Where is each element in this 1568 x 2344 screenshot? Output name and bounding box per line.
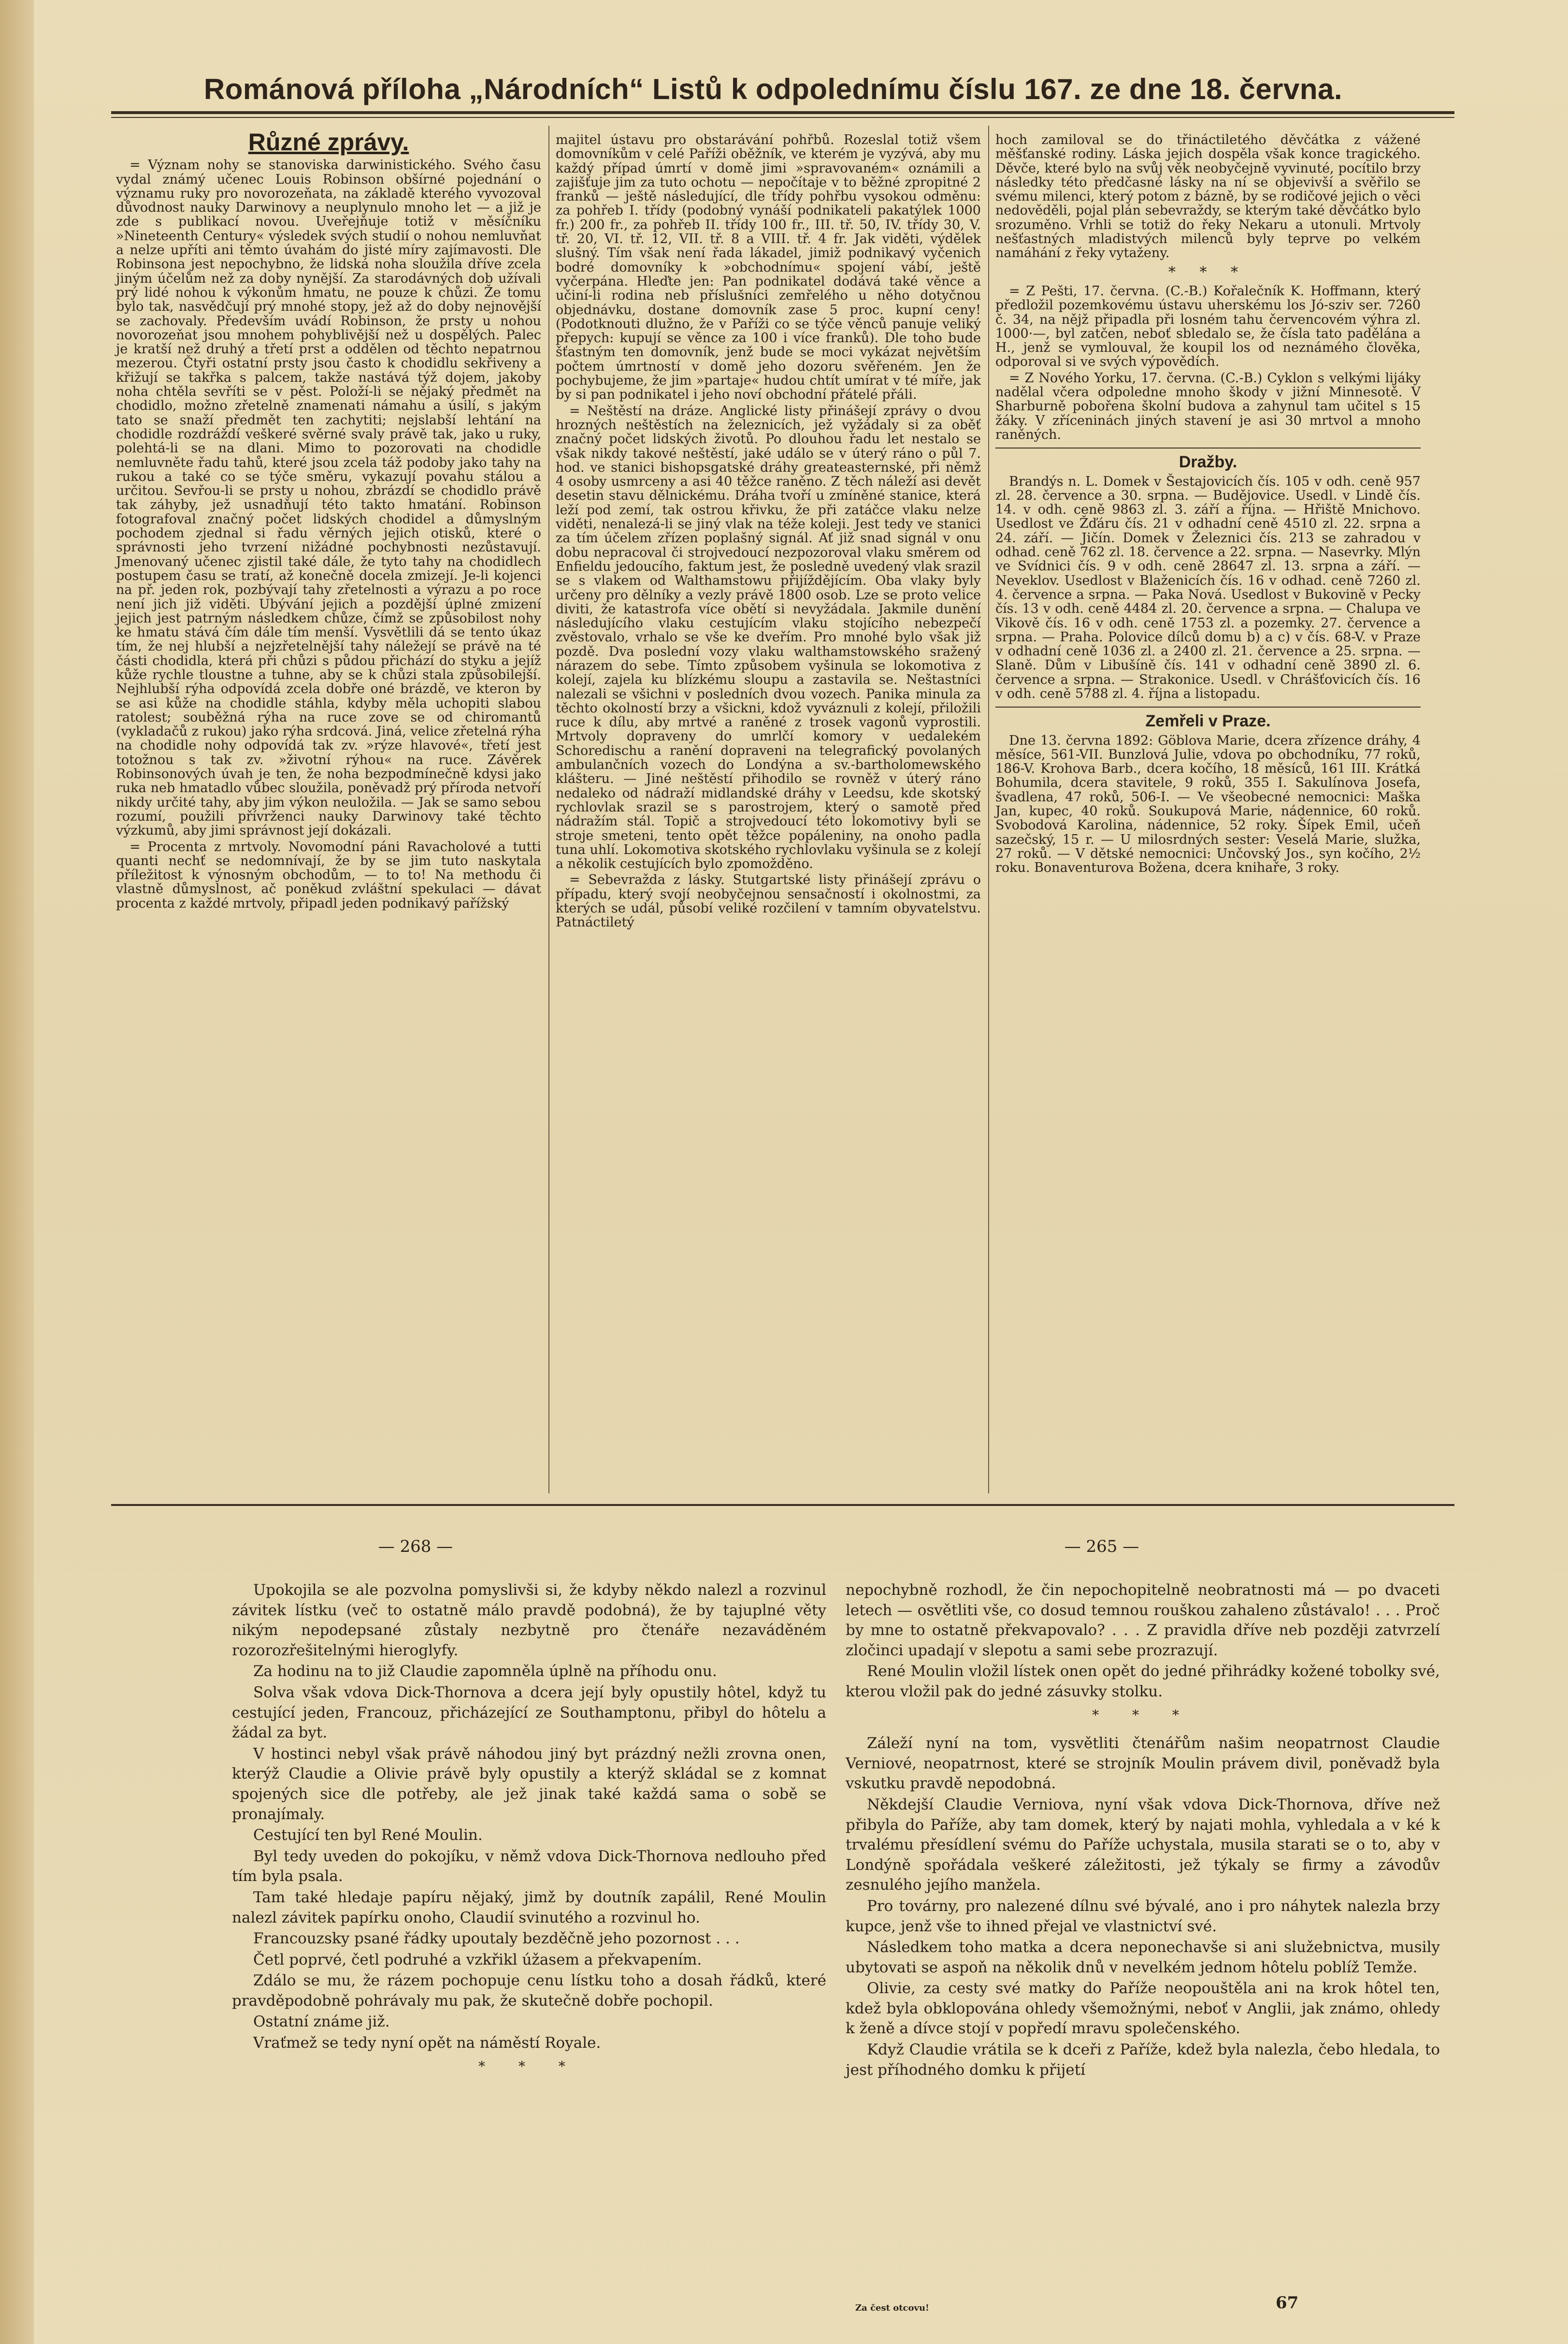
masthead: Románová příloha „Národních“ Listů k odpolednímu číslu 167. ze dne 18. června. [203, 73, 1343, 105]
column-3 [995, 133, 1421, 877]
novel-paragraph: V hostinci nebyl však právě náhodou jiný byt prázdný nežli zrovna onen, kterýž Claudie a Olivie právě byly opustily a kterýž skládal se z komnat spojených sice dle potřeby, ale jež jinak také každá sama o sobě se pronajímaly. [232, 1745, 826, 1823]
novel-paragraph: Zdálo se mu, že rázem pochopuje cenu lístku toho a dosah řádků, které pravděpodobně pohrávaly mu pak, že skutečně dobře pochopil. [232, 1972, 826, 2010]
novel-column-right [846, 1580, 1440, 2081]
article-paragraph: majitel ústavu pro obstarávání pohřbů. Rozeslal totiž všem domovníkům v celé Paříži oběžník, ve kterém je vyzývá, aby mu každý případ úmrtí v domě jimi »spravovaném« oznámili a zajišťuje jim za tuto ochotu — nepočítaje v to běžné zpropitné 2 franků — ještě následující, dle třídy pohřbu vysokou odměnu: za pohřeb I. třídy (podobný vynáší podnikateli pakatýlek 1000 fr.) 200 fr., za pohřeb II. třídy 100 fr., III. tř. 50, IV. třídy 30, V. tř. 20, VI. tř. 12, VII. tř. 8 a VIII. tř. 4 fr. Jak viděti, výdělek slušný. Tím však není řada lákadel, jimiž podnikavý vyčenich bodré domovníky k »obchodnímu« spojení vábí, ještě vyčerpána. Hleďte jen: Pan podnikatel dodává také věnce a učiní-li rodina neb příslušníci zemřelého u něho dotyčnou objednávku, dostane domovník zase 5 proc. kupní ceny! (Podotknouti dlužno, že v Paříži co se týče věnců panuje veliký přepych: kupují se věnce za 100 i více franků). Dle toho bude šťastným ten domovník, jenž bude se moci vykázat největším počtem úmrtností v domě jeho dozoru svěřeném. Jen že pochybujeme, že jim »partaje« hudou chtít umírat v té míře, jak by si pan podnikatel i jeho noví obchodní přátelé přáli. [556, 132, 981, 403]
obituary-listing: Dne 13. června 1892: Göblova Marie, dcera zřízence dráhy, 4 měsíce, 561-VII. Bunzlová Julie, vdova po obchodníku, 77 roků, 186-V. Krohova Barb., dcera kočího, 18 měsíců, 161 III. Krátká Bohumila, dcera stavitele, 9 roků, 355 I. Sakulínova Josefa, švadlena, 47 roků, 506-I. — Ve všeobecné nemocnici: Maška Jan, kupec, 40 roků. Soukupová Marie, nádennice, 60 roků. Svobodová Karolina, nádennice, 52 roky. Šípek Emil, učeň sazečský, 15 r. — U milosrdných sester: Veselá Marie, služka, 27 roků. — V dětské nemocnici: Unčovský Jos., syn kočího, 2½ roku. Bonaventurova Božena, dcera knihaře, 3 roky. [995, 733, 1421, 876]
column-1 [116, 130, 541, 912]
masthead-rule-thin [111, 117, 1454, 118]
novel-paragraph: Solva však vdova Dick-Thornova a dcera její byly opustily hôtel, když tu cestující jeden, Francouz, přicházející ze Southamptonu, přibyl do hôtelu a žádal za byt. [232, 1683, 826, 1742]
novel-paragraph: Když Claudie vrátila se k dceři z Paříže, kdež byla nalezla, čebo hledala, to jest příhodného domku k přijetí [846, 2041, 1440, 2079]
page-number-right: — 265 — [1064, 1537, 1139, 1556]
page-binding-edge [0, 0, 34, 2344]
novel-paragraph: Olivie, za cesty své matky do Paříže neopouštěla ani na krok hôtel ten, kdež byla obklopována ohledy všemožnými, neboť v Anglii, jak známo, ohledy k ženě a dívce stojí v popředí mravu společenského. [846, 1980, 1440, 2038]
article-paragraph: = Z Nového Yorku, 17. června. (C.-B.) Cyklon s velkými lijáky nadělal včera odpoledne mnoho škody v jižní Minnesotě. V Sharburně pobořena školní budova a zahynul tam učitel s 15 žáky. V zříceninách jiných stavení je asi 30 mrtvol a mnoho raněných. [995, 370, 1421, 442]
novel-paragraph: Pro továrny, pro nalezené dílnu své bývalé, ano i pro náhytek nalezla brzy kupce, jenž vše to ihned přejal ve vlastnictví své. [846, 1897, 1440, 1935]
section-heading-zemreli: Zemřeli v Praze. [1145, 712, 1271, 731]
novel-paragraph: Za hodinu na to již Claudie zapomněla úplně na příhodu onu. [253, 1663, 717, 1680]
novel-paragraph: nepochybně rozhodl, že čin nepochopitelně neobratnosti má — po dvaceti letech — osvětliti vše, co dosud temnou rouškou zahaleno zůstávalo! . . . Proč by mne to ostatně překvapovalo? . . . Z pravidla dříve neb později zatvrzelí zločinci upadají v slepotu a sami sebe prozrazují. [846, 1581, 1440, 1659]
lower-rule [111, 1504, 1454, 1506]
column-divider [548, 126, 549, 1493]
column-2 [556, 133, 981, 932]
novel-paragraph: Francouzsky psané řádky upoutaly bezděčně jeho pozornost . . . [253, 1930, 740, 1948]
section-heading-ruzne-zpravy: Různé zprávy. [248, 129, 409, 156]
novel-paragraph: René Moulin vložil lístek onen opět do jedné přihrádky kožené tobolky své, kterou vložil pak do jedné zásuvky stolku. [846, 1663, 1440, 1700]
novel-paragraph: Ostatní známe již. [253, 2013, 390, 2031]
novel-paragraph: Cestující ten byl René Moulin. [253, 1826, 483, 1844]
novel-paragraph: Tam také hledaje papíru nějaký, jimž by doutník zapálil, René Moulin nalezl závitek papírku onoho, Claudií svinutého a rozvinul ho. [232, 1888, 826, 1926]
article-paragraph: = Z Pešti, 17. června. (C.-B.) Kořalečník K. Hoffmann, který předložil pozemkovému ústavu uherskému los Jó-sziv ser. 7260 č. 34, na nějž připadla při losném tahu červencovém výhra zl. 1000·—, byl zatčen, neboť sbledalo se, že čísla tato padělána a H., jenž se vymlouval, že koupil los od neznámého člověka, odporoval si ve svých výpovědích. [995, 283, 1421, 370]
novel-paragraph: Byl tedy uveden do pokojíku, v němž vdova Dick-Thornova nedlouho před tím byla psala. [232, 1847, 826, 1885]
novel-paragraph: Upokojila se ale pozvolna pomyslivši si, že kdyby někdo nalezl a rozvinul závitek lístku (več to ostatně málo pravdě podobná), že by tajuplné věty nikým nepodepsané zůstaly nezbytně pro čtenáře nezaváděném rozorozřešitelnými hieroglyfy. [232, 1581, 826, 1659]
asterism: * * * [478, 2058, 580, 2074]
novel-paragraph: Četl poprvé, četl podruhé a vzkřikl úžasem a překvapením. [253, 1951, 702, 1968]
novel-paragraph: Záleží nyní na tom, vysvětliti čtenářům našim neopatrnost Claudie Verniové, neopatrnost, které se strojník Moulin právem divil, poněvadž byla vskutku pravdě nepodobná. [846, 1735, 1440, 1793]
novel-paragraph: Následkem toho matka a dcera neponechavše si ani služebnictva, musily ubytovati se aspoň na několik dnů v nevelkém jednom hôtelu poblíž Temže. [846, 1939, 1440, 1976]
masthead-rule [111, 111, 1454, 114]
novel-paragraph: Někdejší Claudie Verniova, nyní však vdova Dick-Thornova, dříve než přibyla do Paříže, aby tam domek, který by najati mohla, vyhledala a v ké k trvalému přesídlení svému do Paříže uchystala, musila starati se o to, aby v Londýně spořádala veškeré záležitosti, jež týkaly se firmy a závodův zesnulého jejího manžela. [846, 1795, 1440, 1894]
sheet-number: 67 [1276, 2293, 1299, 2313]
novel-paragraph: Vraťmež se tedy nyní opět na náměstí Royale. [253, 2034, 601, 2052]
section-heading-drazby: Dražby. [1179, 453, 1237, 472]
article-paragraph: = Sebevražda z lásky. Stutgartské listy přinášejí zprávu o případu, který svojí neobyčejnou sensačností i okolnostmi, za kterých se udál, působí veliké rozčilení v tamním obyvatelstvu. Patnáctiletý [556, 872, 981, 930]
signature-line: Za čest otcovu! [855, 2303, 929, 2313]
novel-column-left [232, 1580, 826, 2085]
auction-listing: Brandýs n. L. Domek v Šestajovicích čís. 105 v odh. ceně 957 zl. 28. července a 30. srpna. — Budějovice. Usedl. v Lindě čís. 14. v odh. ceně 9863 zl. 3. září a října. — Hřiště Mnichovo. Usedlost ve Žďáru čís. 21 v odhadní ceně 4510 zl. 22. srpna a 24. září. — Jičín. Domek v Železnici čís. 213 se zahradou v odhad. ceně 762 zl. 18. července a 22. srpna. — Nasevrky. Mlýn ve Svídnici čís. 9 v odh. ceně 28647 zl. 13. srpna a září. — Neveklov. Usedlost v Blaženicích čís. 16 v odhad. ceně 7260 zl. 4. července a srpna. — Paka Nová. Usedlost v Bukovině v Pecky čís. 13 v odh. ceně 4484 zl. 20. července a srpna. — Chalupa ve Vikově čís. 16 v odh. ceně 1753 zl. a pozemky. 27. července a srpna. — Praha. Polovice dílců domu b) a c) v čís. 68-V. v Praze v odhadní ceně 1036 zl. a 2400 zl. 21. července a 25. srpna. — Slaně. Dům v Libušíně čís. 141 v odhadní ceně 3890 zl. 6. července a srpna. — Strakonice. Usedl. v Chrášťovicích čís. 16 v odh. ceně 5788 zl. 4. října a listopadu. [995, 474, 1421, 701]
article-paragraph: = Procenta z mrtvoly. Novomodní páni Ravacholové a tutti quanti nechť se nedomnívají, že by se jim tuto naskytala příležitost k výnosným obchodům, — to to! Na methodu či vlastně důmyslnost, ač poněkud zvláštní spekulaci — dávat procenta z každé mrtvoly, připadl jeden podnikavý pařížský [116, 839, 541, 911]
article-paragraph: hoch zamiloval se do třináctiletého děvčátka z vážené měšťanské rodiny. Láska jejich dospěla však konce tragického. Děvče, které bylo na svůj věk neobyčejně vyvinuté, pocítilo brzy následky této předčasné lásky na ní se objevivší a svěřilo se svému milenci, který potom z bázně, by se rodičové jejich o věci nedověděli, pojal plán sebevraždy, se kterým také děvčátko bylo srozuměno. Vrhli se totiž do řeky Nekaru a utonuli. Mrtvoly nešťastných mladistvých milenců byly teprve po velkém namáhání z řeky vytaženy. [995, 132, 1421, 261]
page-number-left: — 268 — [378, 1537, 453, 1556]
article-paragraph: = Neštěstí na dráze. Anglické listy přinášejí zprávy o dvou hrozných neštěstích na železnicích, jež vyžádaly si za oběť značný počet lidských životů. Po dlouhou řadu let nestalo se však nikdy takové neštěstí, jaké událo se v úterý ráno o půl 7. hod. ve stanici bishopsgatské dráhy greateasternské, při němž 4 osoby usmrceny a asi 40 těžce raněno. Z těch náleží asi devět desetin stavu dělnickému. Dráha tvoří u zmíněné stanice, která leží pod zemí, tak ostrou křivku, že při zatáčce vlaku nelze viděti, nenalezá-li se jiný vlak na téže koleji. Jest tedy ve stanici za tím účelem zřízen poplašný signál. Ať již snad signál v onu dobu nepracoval či strojvedoucí nezpozoroval vlaku směrem od Enfieldu jedoucího, faktum jest, že posledně uvedený vlak srazil se s vlakem od Walthamstowu přijíždějícím. Oba vlaky byly určeny pro dělníky a vezly právě 1800 osob. Lze se proto velice diviti, že katastrofa více obětí si nevyžádala. Jakmile dunění následujícího vlaku cestujícím vlaku stojícího nebezpečí zvěstovalo, vrhalo se vše ke dveřím. Pro mnohé bylo však již pozdě. Dva poslední vozy vlaku walthamstowského sražený nárazem do sebe. Tímto způsobem vyšinula se lokomotiva z kolejí, zajela ku blízkému sloupu a zastavila se. Neštastníci nalezali se všichni v posledních dvou vozech. Panika minula za těchto okolností brzy a všickni, kdož vyváznuli z kolejí, přiložili ruce k dílu, aby mrtvé a raněné z trosek vagonů vyprostili. Mrtvoly dopraveny do umrlčí komory v uedalekém Schoredischu a ranění dopraveni na telegrafický povolaných ambulančních vozech do Londýna a sv.-bartholomewského klášteru. — Jiné neštěstí přihodilo se rovněž v úterý ráno nedaleko od nádraží midlandské dráhy v Leedsu, kde skotský rychlovlak srazil se s parostrojem, který o samotě před nádražím stál. Topič a strojvedoucí této lokomotivy byli se stroje smeteni, tento opět těžce popáleniny, na onoho padla tuna uhlí. Lokomotiva skotského rychlovlaku vyšinula se z kolejí a několik cestujících bylo zpomožděno. [556, 403, 981, 872]
asterism: * * * [1168, 263, 1248, 281]
article-paragraph: = Význam nohy se stanoviska darwinistického. Svého času vydal známý učenec Louis Robinson obšírné pojednání o významu ruky pro novorozeňata, na základě kterého vyvozoval důvodnost nauky Darwinovy a neuplynulo mnoho let — a již je zde s publikací novou. Uveřejňuje totiž v měsíčníku »Nineteenth Century« výsledek svých studií o nohou nemluvňat a nelze upříti ani těmto úvahám do jisté míry zajímavosti. Dle Robinsona jest nepochybno, že lidská noha sloužila dříve zcela jiným účelům než za doby nynější. Za starodávných dob užívali prý lidé nohou k výkonům hmatu, ne pouze k chůzi. Že tomu bylo tak, nasvědčují prý mnohé stopy, jež až do doby nejnovější se zachovaly. Především uvádí Robinson, že prsty u nohou novorozeňat jsou mnohem pohyblivější než u dospělých. Palec je kratší než druhý a třetí prst a oddělen od těchto nepatrnou mezerou. Čtyři ostatní prsty jsou často k chodidlu sekřiveny a křižují se takřka s palcem, takže nastává týž dojem, jakoby noha chtěla sevříti se v pěst. Položí-li se nějaký předmět na chodidlo, možno zřetelně znamenati námahu a úsilí, s jakým tato se snaží předmět ten zachytiti; nejslabší lehtání na chodidle rozdráždí veškeré svěrné svaly právě tak, jako u ruky, polehtá-li se na dlani. Mimo to pozorovati na chodidle nemluvněte řadu tahů, které jsou zcela táž podoby jako tahy na rukou a také co se týče směru, vykazují povahu stálou a určitou. Sevřou-li se prsty u nohou, zbrázdí se chodidlo právě tak záhyby, jež usnadňují této takto hmatání. Robinson fotografoval značný počet lidských chodidel a důmyslným pochodem zjednal si řadu věrných jejich otisků, které o správnosti jeho tvrzení nižádné pochybnosti nezůstavují. Jmenovaný učenec zjistil také dále, že tyto tahy na chodidlech postupem času se tratí, až konečně docela zmizejí. Je-li kojenci na př. jeden rok, pozbývají tahy zřetelnosti a výrazu a po roce není jich již viděti. Ubývání jejich a pozdější úplné zmizení jejich jest patrným následkem chůze, čímž se způsobilost nohy ke hmatu stává čím dále tím menší. Vysvětlili dá se tento úkaz tím, že nej hlubší a nejzřetelnější tahy náležejí se právě na té části chodidla, která při chůzi s půdou přichází do styku a jejíž kůže rychle tloustne a tuhne, aby se k chůzi stala způsobilejší. Nejhlubší rýha odpovídá zcela dobře oné brázdě, ve kteron by se asi kůže na chodidle stáhla, kdyby měla uchopiti slabou ratolest; souběžná rýha na ruce zove se od chiromantů (vykladačů z rukou) jako rýha srdcová. Jiná, velice zřetelná rýha na chodidle nohy odpovídá tak zv. »rýze hlavové«, třetí jest totožnou s tak zv. »životní rýhou« na ruce. Závěrek Robinsonových úvah je ten, že noha bezpodmínečně kdysi jako ruka neb hmatadlo vůbec sloužila, poněvadž prý příroda netvoří nikdy určité tahy, aby jim výkon neuložila. — Jak se samo sebou rozumí, použili přívrženci nauky Darwinovy také těchto výzkumů, aby jimi správnost její dokázali. [116, 158, 541, 839]
column-divider [988, 126, 989, 1493]
asterism: * * * [1092, 1707, 1194, 1723]
